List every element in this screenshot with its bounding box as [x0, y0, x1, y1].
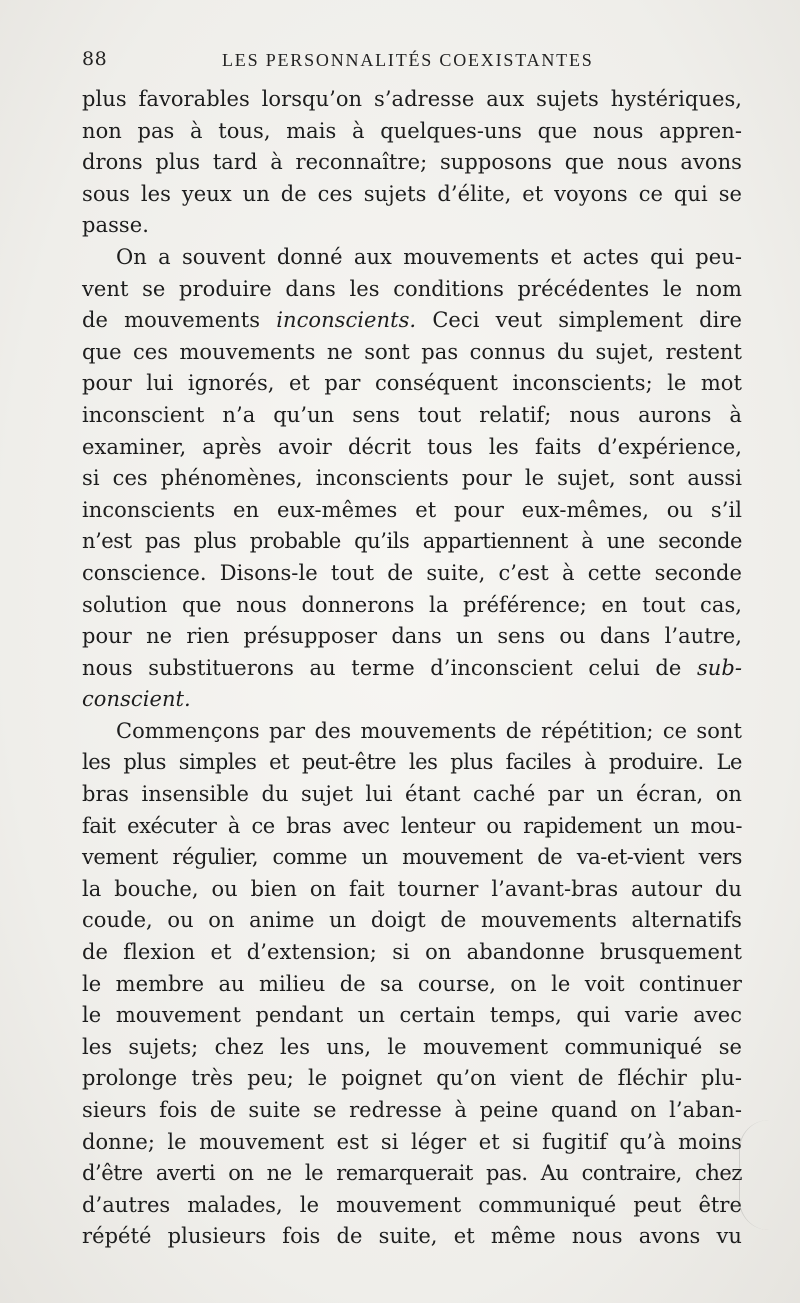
text-line — [82, 684, 742, 716]
text-line: le mouvement pendant un certain temps, qui varie avec — [82, 1003, 742, 1028]
text-line: plus favorables lorsqu’on s’adresse aux sujets hystériques, — [82, 87, 742, 111]
italic-term: conscient. — [82, 687, 191, 712]
text-line: vement régulier, comme un mouvement de va-et-vient vers — [82, 845, 742, 870]
text-line: examiner, après avoir décrit tous les faits d’expérience, — [82, 434, 742, 459]
text-line: répété plusieurs fois de suite, et même nous avons vu — [82, 1224, 742, 1249]
text-line: pour lui ignorés, et par conséquent inconscients; le mot — [82, 371, 742, 396]
page-number: 88 — [82, 48, 108, 70]
text-line: les plus simples et peut-être les plus faciles à produire. Le — [82, 750, 742, 775]
text-line: que ces mouvements ne sont pas connus du sujet, restent — [82, 339, 742, 364]
text-segment: de mouvements — [82, 308, 261, 333]
text-line: drons plus tard à reconnaître; supposons que nous avons — [82, 150, 742, 175]
text-line: la bouche, ou bien on fait tourner l’avant-bras autour du — [82, 876, 742, 901]
text-line: inconscients en eux-mêmes et pour eux-mêmes, ou s’il — [82, 497, 742, 522]
text-line: coude, ou on anime un doigt de mouvements alternatifs — [82, 908, 742, 933]
page-edge-shadow — [739, 1120, 800, 1230]
text-line: pour ne rien présupposer dans un sens ou dans l’autre, — [82, 624, 742, 649]
text-line — [82, 305, 742, 337]
text-line: passe. — [82, 213, 149, 238]
running-head — [82, 48, 742, 76]
paragraph-start-line: Commençons par des mouvements de répétition; ce sont — [116, 718, 742, 743]
text-line: vent se produire dans les conditions précédentes le nom — [82, 276, 742, 301]
text-line: les sujets; chez les uns, le mouvement communiqué se — [82, 1034, 742, 1059]
text-line — [82, 653, 742, 685]
text-line: sieurs fois de suite se redresse à peine quand on l’aban- — [82, 1098, 742, 1122]
text-line: d’être averti on ne le remarquerait pas. Au contraire, chez — [82, 1161, 742, 1186]
text-line: non pas à tous, mais à quelques-uns que nous appren- — [82, 118, 742, 143]
text-line: solution que nous donnerons la préférence; en tout cas, — [82, 592, 742, 617]
text-line: conscience. Disons-le tout de suite, c’est à cette seconde — [82, 560, 742, 585]
running-title: LES PERSONNALITÉS COEXISTANTES — [222, 50, 594, 70]
italic-term: sub- — [696, 655, 742, 680]
text-line: si ces phénomènes, inconscients pour le sujet, sont aussi — [82, 466, 742, 491]
text-line: inconscient n’a qu’un sens tout relatif; nous aurons à — [82, 402, 742, 427]
text-line: d’autres malades, le mouvement communiqué peut être — [82, 1192, 742, 1217]
text-line: bras insensible du sujet lui étant caché par un écran, on — [82, 782, 742, 807]
text-line: sous les yeux un de ces sujets d’élite, et voyons ce qui se — [82, 181, 742, 206]
paragraph-start-line: On a souvent donné aux mouvements et actes qui peu- — [116, 244, 742, 269]
text-line: n’est pas plus probable qu’ils appartiennent à une seconde — [82, 529, 742, 554]
text-segment: nous substituerons au terme d’inconscient celui de — [82, 655, 682, 680]
text-line: de flexion et d’extension; si on abandonne brusquement — [82, 940, 742, 965]
text-segment: Ceci veut simplement dire — [432, 308, 742, 333]
body-text — [82, 84, 742, 1253]
italic-term: inconscients. — [276, 308, 417, 333]
text-line: fait exécuter à ce bras avec lenteur ou rapidement un mou- — [82, 813, 742, 838]
text-line: donne; le mouvement est si léger et si fugitif qu’à moins — [82, 1129, 742, 1154]
text-line: prolonge très peu; le poignet qu’on vient de fléchir plu- — [82, 1066, 742, 1091]
text-line: le membre au milieu de sa course, on le voit continuer — [82, 971, 742, 996]
